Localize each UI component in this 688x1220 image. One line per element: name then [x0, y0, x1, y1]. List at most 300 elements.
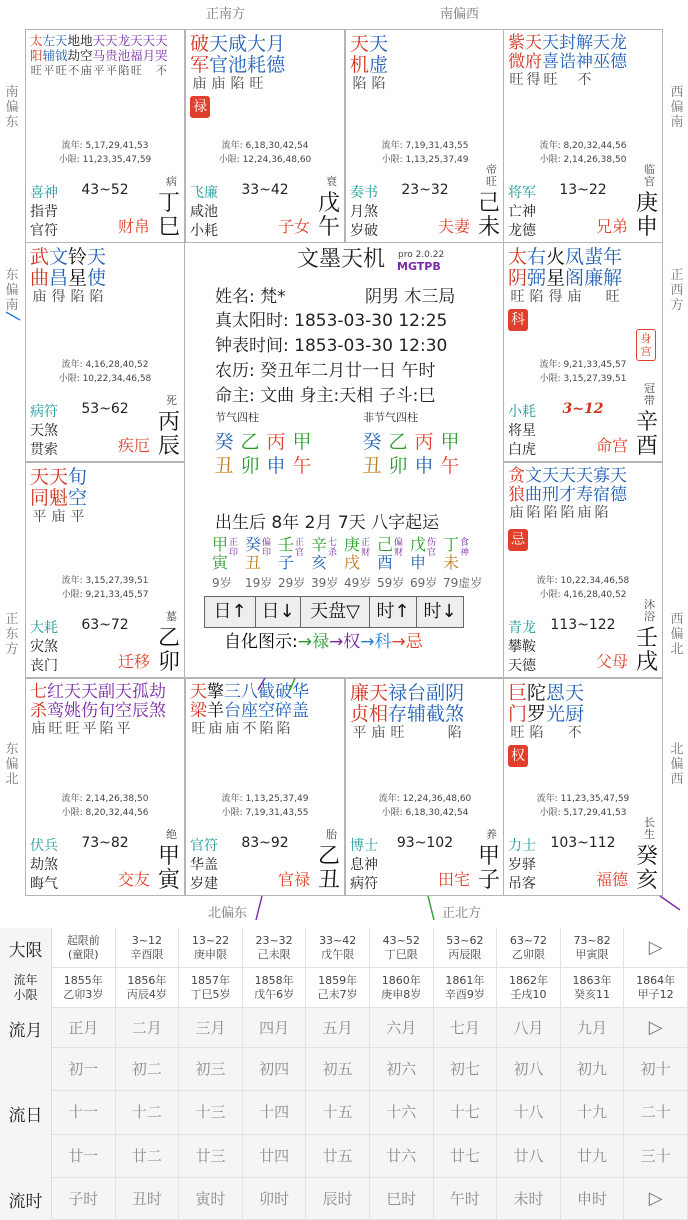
pillar-char: 乙	[240, 431, 260, 453]
cell-text: 廿三	[195, 1146, 226, 1165]
palace-ganzhi: 戊午	[318, 191, 341, 240]
star-name: 龙 池	[117, 33, 131, 63]
period-cell[interactable]	[306, 1048, 370, 1091]
palace-ganzhi: 己未	[478, 191, 501, 240]
period-cell[interactable]	[116, 1135, 180, 1178]
period-cell[interactable]	[561, 1008, 625, 1048]
period-cell[interactable]	[52, 1091, 116, 1134]
dayun-branch: 申	[410, 553, 427, 572]
pillar-char: 丙	[266, 431, 286, 453]
nav-button[interactable]: 日↓	[255, 596, 301, 628]
period-cell[interactable]	[497, 1178, 561, 1220]
period-cell[interactable]	[370, 1091, 434, 1134]
dayun-pillar[interactable]	[344, 536, 376, 592]
daxian-range: 3~12	[562, 401, 604, 417]
star-name: 副 旬	[98, 682, 115, 721]
direction-label: 南偏西	[440, 7, 480, 22]
star-brightness: 不	[68, 64, 80, 77]
xiaoxian-ages: 小限: 2,14,26,38,50	[539, 155, 627, 165]
period-cell[interactable]	[52, 1008, 116, 1048]
star-brightness: 旺	[605, 289, 620, 305]
cell-text: 十一	[68, 1103, 99, 1122]
cell-text: 1864年	[636, 973, 676, 987]
star-name: 凤 阁	[565, 246, 585, 289]
dayun-stem: 甲	[212, 535, 229, 554]
direction-label: 东偏南	[5, 268, 19, 313]
boshi-star: 咸池	[190, 204, 218, 220]
ming-zhu: 命主: 文曲 身主:天相 子斗:巳	[215, 386, 436, 406]
cell-text: 初四	[259, 1060, 290, 1079]
sihua-badge: 禄	[190, 96, 210, 118]
pillar-char: 午	[292, 455, 312, 477]
liunian-ages: 流年: 8,20,32,44,56	[539, 141, 627, 151]
period-cell[interactable]	[497, 1135, 561, 1178]
period-cell[interactable]	[116, 1008, 180, 1048]
cell-text: 1862年	[508, 973, 548, 987]
direction-label: 北偏东	[208, 906, 248, 921]
period-cell[interactable]	[306, 968, 370, 1008]
cell-text: 初三	[195, 1060, 226, 1079]
dayun-pillar[interactable]	[311, 536, 343, 592]
cell-text: 1855年	[63, 973, 103, 987]
boshi-star: 病符	[350, 876, 378, 892]
xiaoxian-ages: 小限: 7,19,31,43,55	[221, 808, 309, 818]
cell-text: 丁巳限	[384, 947, 418, 961]
period-cell[interactable]	[306, 1008, 370, 1048]
palace-name: 财帛	[117, 217, 150, 236]
star-brightness: 陷	[594, 505, 609, 521]
cell-text: 1860年	[381, 973, 421, 987]
cell-text: 初九	[577, 1060, 608, 1079]
star-brightness: 平	[70, 509, 85, 525]
boshi-star: 岁破	[350, 223, 378, 239]
period-cell[interactable]	[116, 968, 180, 1008]
cell-text: 癸亥11	[574, 987, 611, 1001]
period-cell[interactable]	[434, 1008, 498, 1048]
boshi-star: 官符	[190, 838, 218, 854]
dayun-pillar[interactable]	[443, 535, 483, 592]
daxian-range: 83~92	[241, 835, 289, 851]
dayun-pillar[interactable]	[212, 536, 244, 592]
cell-text: 十三	[195, 1103, 226, 1122]
star-name: 铃 星	[68, 246, 88, 289]
xiaoxian-ages: 小限: 6,18,30,42,54	[381, 808, 469, 818]
cell-text: 壬戌10	[510, 987, 547, 1001]
cell-text: 十四	[259, 1103, 290, 1122]
cell-text: 十六	[386, 1103, 417, 1122]
pillar-char: 申	[414, 455, 434, 477]
period-cell[interactable]	[497, 928, 561, 968]
cell-text: ▷	[648, 1187, 663, 1209]
dayun-branch: 酉	[377, 553, 394, 572]
nav-button[interactable]: 日↑	[204, 596, 256, 628]
cell-text: 十五	[322, 1103, 353, 1122]
star-brightness: 陷	[526, 505, 541, 521]
star-name: 紫 微	[508, 33, 525, 72]
star-name: 天 姚	[64, 682, 81, 721]
period-cell[interactable]	[370, 1135, 434, 1178]
period-cell[interactable]	[561, 1048, 625, 1091]
version-label: pro 2.0.22	[398, 250, 445, 260]
period-cell[interactable]	[434, 968, 498, 1008]
period-cell[interactable]	[243, 1178, 307, 1220]
palace-ganzhi: 甲寅	[158, 844, 181, 893]
period-cell[interactable]	[243, 1008, 307, 1048]
boshi-star: 白虎	[508, 442, 536, 458]
boshi-star: 天煞	[30, 423, 58, 439]
period-cell[interactable]	[434, 1178, 498, 1220]
jieqi-label: 节气四柱	[215, 411, 259, 424]
palace-name: 兄弟	[595, 217, 628, 236]
app-title: 文墨天机	[297, 247, 386, 272]
period-cell[interactable]	[179, 1008, 243, 1048]
star-brightness: 不	[155, 64, 167, 77]
star-name: 八 座	[241, 682, 258, 721]
cell-text: 三十	[640, 1146, 671, 1165]
cell-text: 廿九	[577, 1146, 608, 1165]
cell-text: 甲寅限	[575, 947, 609, 961]
boshi-star: 将军	[508, 185, 536, 201]
period-cell[interactable]	[561, 1178, 625, 1220]
star-name: 文 昌	[49, 246, 69, 289]
direction-label: 正北方	[442, 906, 482, 921]
star-brightness: 陷	[529, 725, 544, 741]
cell-text: 丙辰4岁	[126, 987, 167, 1001]
pillar-char: 卯	[240, 455, 260, 477]
star-brightness: 庙	[371, 725, 386, 741]
navigation-buttons	[204, 596, 463, 628]
boshi-star: 息神	[350, 857, 378, 873]
period-cell[interactable]	[561, 968, 625, 1008]
star-brightness: 得	[51, 289, 66, 305]
star-brightness: 旺	[30, 64, 42, 77]
cell-text: 63~72	[509, 933, 548, 947]
daxian-range: 73~82	[81, 835, 129, 851]
changsheng-phase: 病	[166, 175, 177, 188]
cell-text: ▷	[648, 1016, 663, 1038]
period-cell[interactable]	[306, 928, 370, 968]
period-cell[interactable]	[434, 1048, 498, 1091]
period-cell[interactable]	[179, 1178, 243, 1220]
period-cell[interactable]	[370, 1178, 434, 1220]
pillar-char: 癸	[214, 431, 234, 453]
nav-button[interactable]: 时↑	[369, 596, 417, 628]
star-name: 地 空	[80, 33, 93, 63]
cell-text: 戊午6岁	[254, 987, 295, 1001]
boshi-star: 天德	[508, 658, 536, 674]
liunian-ages: 流年: 3,15,27,39,51	[61, 576, 149, 586]
cell-text: 正月	[68, 1018, 99, 1037]
period-cell[interactable]	[497, 968, 561, 1008]
star-brightness: 平	[116, 721, 131, 737]
star-name: 寡 宿	[593, 466, 610, 505]
star-brightness: 庙	[225, 721, 240, 737]
star-brightness: 陷	[352, 76, 367, 92]
cell-text: 十九	[577, 1103, 608, 1122]
star-brightness: 庙	[509, 505, 524, 521]
row-header: 流年 小限	[0, 968, 52, 1008]
pillar-char: 申	[266, 455, 286, 477]
period-cell[interactable]	[52, 1178, 116, 1220]
pillar-char: 丑	[362, 455, 382, 477]
cell-text: 九月	[577, 1018, 608, 1037]
cell-text: 起限前	[66, 933, 100, 947]
sihua-badge: 忌	[508, 529, 528, 551]
dayun-age: 39岁	[311, 576, 339, 590]
dayun-age: 59岁	[377, 576, 405, 590]
period-cell[interactable]	[179, 1091, 243, 1134]
boshi-star: 青龙	[508, 620, 536, 636]
grid-row	[0, 1048, 688, 1178]
daxian-range: 23~32	[401, 182, 449, 198]
star-name: 台 辅	[407, 682, 427, 725]
star-name: 武 曲	[30, 246, 50, 289]
brand-label: MGTPB	[397, 260, 441, 273]
period-cell[interactable]	[497, 1091, 561, 1134]
star-brightness: 旺	[249, 76, 264, 92]
star-name: 大 耗	[247, 33, 267, 76]
period-cell[interactable]	[179, 928, 243, 968]
cell-text: 十二	[131, 1103, 162, 1122]
cell-text: 乙卯3岁	[63, 987, 104, 1001]
direction-label: 东偏北	[5, 742, 19, 787]
boshi-star: 灾煞	[30, 639, 58, 655]
star-brightness: 旺	[510, 725, 525, 741]
cell-text: 巳时	[386, 1189, 417, 1208]
sihua-badge: 科	[508, 309, 528, 331]
star-name: 天 月	[142, 33, 156, 63]
xiaoxian-ages: 小限: 12,24,36,48,60	[218, 155, 312, 165]
cell-text: 辛酉限	[130, 947, 164, 961]
cell-text: 三月	[195, 1018, 226, 1037]
star-name: 廉 贞	[350, 682, 370, 725]
period-cell[interactable]	[243, 1048, 307, 1091]
direction-label: 西偏南	[670, 85, 684, 130]
dayun-age: 79虚岁	[443, 576, 483, 590]
star-name: 地 劫	[67, 33, 81, 63]
period-cell[interactable]	[243, 1135, 307, 1178]
dayun-shishen: 偏印	[262, 538, 272, 558]
period-cell[interactable]	[497, 1008, 561, 1048]
cell-text: 初七	[449, 1060, 480, 1079]
dayun-stem: 辛	[311, 535, 328, 554]
period-cell[interactable]	[624, 968, 688, 1008]
star-name: 天 马	[92, 33, 106, 63]
cell-text: 寅时	[195, 1189, 226, 1208]
boshi-star: 岁建	[190, 876, 218, 892]
legend-item: →科	[360, 632, 392, 652]
dayun-branch: 未	[443, 553, 460, 572]
star-name: 天 钺	[55, 33, 68, 63]
period-cell[interactable]	[52, 968, 116, 1008]
pillar-char: 丑	[214, 455, 234, 477]
period-cell[interactable]	[116, 1048, 180, 1091]
daxian-range: 33~42	[241, 182, 289, 198]
dayun-age: 49岁	[344, 576, 372, 590]
star-brightness: 陷	[230, 76, 245, 92]
daxian-range: 13~22	[559, 182, 607, 198]
daxian-range: 113~122	[550, 617, 616, 633]
star-name: 天 刑	[542, 466, 559, 505]
period-cell[interactable]	[306, 1135, 370, 1178]
period-cell[interactable]	[243, 1091, 307, 1134]
star-name: 天 厨	[565, 682, 585, 725]
name-label: 姓名: 梵*	[215, 287, 286, 307]
period-cell[interactable]	[624, 1048, 688, 1091]
period-cell[interactable]	[306, 1178, 370, 1220]
cell-text: 廿七	[449, 1146, 480, 1165]
star-brightness: 陷	[70, 289, 85, 305]
star-name: 火 星	[546, 246, 566, 289]
star-name: 天 贵	[105, 33, 118, 63]
period-cell[interactable]	[434, 928, 498, 968]
period-cell[interactable]	[243, 928, 307, 968]
star-name: 天 喜	[542, 33, 559, 72]
sihua-badge: 权	[508, 745, 528, 767]
cell-text: 卯时	[259, 1189, 290, 1208]
boshi-star: 力士	[508, 838, 536, 854]
changsheng-phase: 长生	[644, 816, 655, 841]
pillar-char: 卯	[388, 455, 408, 477]
period-cell[interactable]	[624, 928, 688, 968]
boshi-star: 岁驿	[508, 857, 536, 873]
period-cell[interactable]	[116, 1091, 180, 1134]
changsheng-phase: 帝旺	[486, 163, 497, 188]
cell-text: 33~42	[319, 933, 357, 947]
period-cell[interactable]	[624, 1178, 688, 1220]
period-cell[interactable]	[179, 1135, 243, 1178]
liunian-ages: 流年: 7,19,31,43,55	[381, 141, 469, 151]
xiaoxian-ages: 小限: 9,21,33,45,57	[61, 590, 149, 600]
pillar-char: 丙	[414, 431, 434, 453]
cell-text: 3~12	[131, 933, 162, 947]
star-name: 天 机	[350, 33, 370, 76]
period-cell[interactable]	[52, 1048, 116, 1091]
cell-text: 初二	[131, 1060, 162, 1079]
palace-name: 福德	[595, 870, 628, 889]
period-cell[interactable]	[624, 1135, 688, 1178]
dayun-stem: 戊	[410, 535, 427, 554]
star-brightness: 陷	[529, 289, 544, 305]
pillar-char: 甲	[292, 431, 312, 453]
period-cell[interactable]	[52, 928, 116, 968]
star-name: 劫 煞	[149, 682, 166, 721]
period-cell[interactable]	[434, 1135, 498, 1178]
cell-text: 廿二	[131, 1146, 162, 1165]
cell-text: 初一	[68, 1060, 99, 1079]
cell-text: 1861年	[445, 973, 485, 987]
period-cell[interactable]	[116, 1178, 180, 1220]
period-cell[interactable]	[243, 968, 307, 1008]
star-name: 天 相	[369, 682, 389, 725]
direction-label: 西偏北	[670, 612, 684, 657]
dayun-stem: 庚	[344, 535, 361, 554]
dayun-pillar[interactable]	[278, 536, 310, 592]
dayun-pillar[interactable]	[245, 536, 277, 592]
palace-name: 父母	[595, 652, 628, 671]
cell-text: 丑时	[131, 1189, 162, 1208]
period-cell[interactable]	[561, 1091, 625, 1134]
palace-ganzhi: 辛酉	[636, 410, 659, 459]
cell-text: 乙卯限	[511, 947, 545, 961]
dayun-row	[212, 536, 492, 592]
cell-text: 1856年	[127, 973, 167, 987]
row-header: 流月	[0, 1008, 52, 1048]
period-cell[interactable]	[561, 1135, 625, 1178]
liunian-ages: 流年: 12,24,36,48,60	[378, 794, 472, 804]
liunian-ages: 流年: 2,14,26,38,50	[61, 794, 149, 804]
gender-label: 阴男 木三局	[365, 287, 456, 307]
dayun-shishen: 七杀	[328, 538, 338, 558]
star-name: 天 官	[209, 33, 229, 76]
boshi-star: 亡神	[508, 204, 536, 220]
period-cell[interactable]	[370, 928, 434, 968]
period-cell[interactable]	[179, 1048, 243, 1091]
palace-ganzhi: 丁巳	[158, 191, 181, 240]
period-cell[interactable]	[624, 1008, 688, 1048]
period-cell[interactable]	[179, 968, 243, 1008]
star-name: 年 解	[603, 246, 623, 289]
period-cell[interactable]	[116, 928, 180, 968]
boshi-star: 博士	[350, 838, 378, 854]
dayun-stem: 丁	[443, 535, 460, 554]
dayun-pillar[interactable]	[377, 536, 409, 592]
cell-text: 十八	[513, 1103, 544, 1122]
fjieqi-stems	[359, 429, 463, 455]
period-cell[interactable]	[370, 1008, 434, 1048]
star-name: 天 使	[87, 246, 107, 289]
cell-text: 辛酉9岁	[444, 987, 485, 1001]
direction-label: 正南方	[206, 7, 246, 22]
xiaoxian-ages: 小限: 8,20,32,44,56	[61, 808, 149, 818]
nav-button[interactable]: 天盘▽	[300, 596, 370, 628]
dayun-branch: 子	[278, 553, 295, 572]
period-cell[interactable]	[434, 1091, 498, 1134]
star-brightness: 不	[577, 72, 592, 88]
grid-row	[0, 1008, 688, 1048]
star-brightness: 庙	[208, 721, 223, 737]
palace-ganzhi: 癸亥	[636, 844, 659, 893]
daxian-range: 93~102	[396, 835, 454, 851]
period-cell[interactable]	[370, 968, 434, 1008]
period-cell[interactable]	[624, 1091, 688, 1134]
star-name: 天 哭	[155, 33, 168, 63]
star-name: 天 德	[610, 466, 627, 505]
cell-text: 庚申8岁	[381, 987, 422, 1001]
qiyun-label: 出生后 8年 2月 7天 八字起运	[215, 513, 440, 533]
star-name: 右 弼	[527, 246, 547, 289]
palace-name: 夫妻	[437, 217, 470, 236]
cell-text: 53~62	[446, 933, 484, 947]
star-brightness: 庙	[51, 509, 66, 525]
period-cell[interactable]	[561, 928, 625, 968]
cell-text: 43~52	[382, 933, 420, 947]
daxian-range: 53~62	[81, 401, 129, 417]
cell-text: 廿五	[322, 1146, 353, 1165]
palace-ganzhi: 丙辰	[158, 410, 181, 459]
period-cell[interactable]	[306, 1091, 370, 1134]
period-cell[interactable]	[370, 1048, 434, 1091]
nav-button[interactable]: 时↓	[416, 596, 464, 628]
period-cell[interactable]	[52, 1135, 116, 1178]
dayun-pillar[interactable]	[410, 536, 442, 592]
star-name: 三 台	[224, 682, 241, 721]
dayun-stem: 壬	[278, 535, 295, 554]
period-cell[interactable]	[497, 1048, 561, 1091]
pillar-char: 乙	[388, 431, 408, 453]
cell-text: 1859年	[318, 973, 358, 987]
star-brightness: 庙	[567, 289, 582, 305]
